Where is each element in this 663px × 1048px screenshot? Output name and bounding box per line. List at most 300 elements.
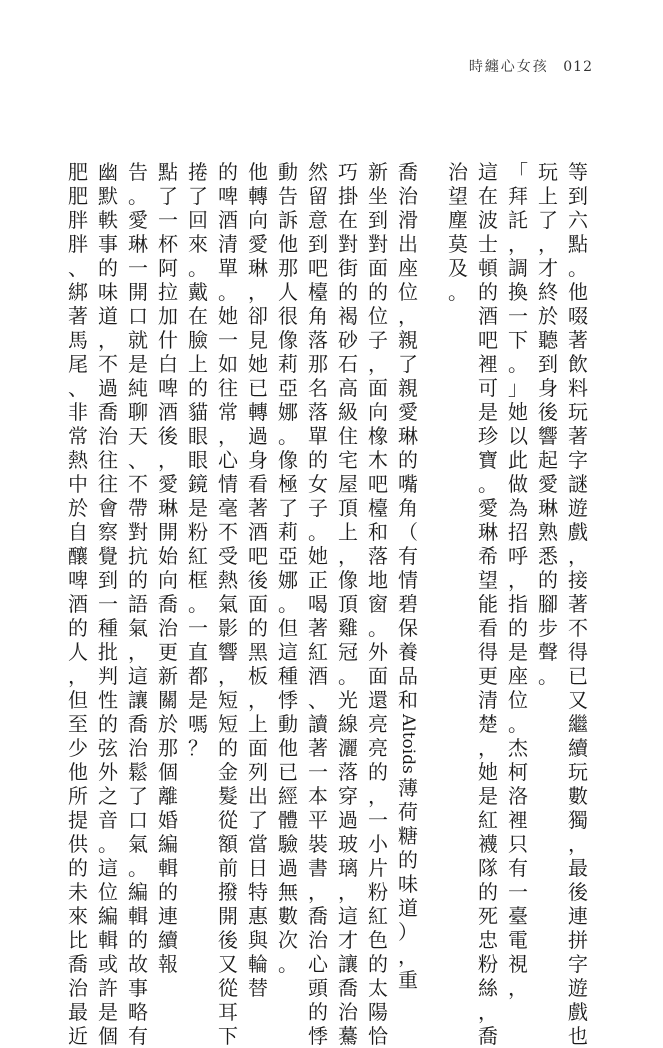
- glyph: 著: [68, 304, 88, 328]
- glyph: 像: [278, 448, 298, 472]
- glyph: 過: [248, 424, 268, 448]
- glyph: 極: [278, 472, 298, 496]
- glyph: 位: [368, 304, 388, 328]
- glyph: 都: [188, 664, 208, 688]
- glyph: 但: [68, 688, 88, 712]
- glyph: ，: [338, 880, 358, 904]
- glyph: 的: [368, 952, 388, 976]
- glyph: 娜: [278, 568, 298, 592]
- glyph: 電: [508, 928, 528, 952]
- glyph: 珍: [478, 424, 498, 448]
- glyph: 酒: [68, 592, 88, 616]
- glyph: 撥: [218, 880, 238, 904]
- glyph: 的: [308, 448, 328, 472]
- glyph: 及: [448, 256, 468, 280]
- book-title: 時纏心女孩: [468, 59, 549, 75]
- glyph: 她: [508, 400, 528, 424]
- glyph: 。: [188, 592, 208, 616]
- glyph: 喬: [308, 904, 328, 928]
- glyph: 拜: [508, 184, 528, 208]
- glyph: 後: [158, 424, 178, 448]
- glyph: 酒: [248, 520, 268, 544]
- glyph: 書: [308, 856, 328, 880]
- glyph: 襪: [478, 832, 498, 856]
- glyph: 的: [538, 568, 558, 592]
- glyph: 繼: [568, 712, 588, 736]
- glyph: 一: [508, 880, 528, 904]
- glyph: 從: [218, 976, 238, 1000]
- glyph: 始: [158, 544, 178, 568]
- glyph: 告: [278, 184, 298, 208]
- glyph: 親: [398, 376, 418, 400]
- glyph: 肥: [68, 160, 88, 184]
- glyph: 掛: [338, 184, 358, 208]
- glyph: 只: [508, 832, 528, 856]
- glyph: ，: [98, 328, 118, 352]
- glyph: 輯: [98, 928, 118, 952]
- glyph: 絲: [478, 976, 498, 1000]
- glyph: 高: [338, 376, 358, 400]
- glyph: 卻: [248, 304, 268, 328]
- glyph: 有: [398, 544, 418, 568]
- glyph: 到: [568, 184, 588, 208]
- glyph: ，: [538, 232, 558, 256]
- glyph: 琳: [128, 232, 148, 256]
- glyph: 短: [218, 712, 238, 736]
- glyph: 愛: [248, 232, 268, 256]
- glyph: 拉: [158, 280, 178, 304]
- glyph: 影: [218, 616, 238, 640]
- glyph: 巧: [338, 160, 358, 184]
- glyph: 一: [368, 808, 388, 832]
- glyph: 耳: [218, 1000, 238, 1024]
- glyph: ，: [568, 544, 588, 568]
- glyph: 上: [188, 352, 208, 376]
- glyph: 本: [308, 784, 328, 808]
- glyph: 續: [568, 736, 588, 760]
- glyph: 弦: [98, 736, 118, 760]
- glyph: 亮: [368, 736, 388, 760]
- glyph: 當: [248, 832, 268, 856]
- glyph: 位: [398, 280, 418, 304]
- glyph: 了: [278, 496, 298, 520]
- glyph: 的: [398, 448, 418, 472]
- glyph: 愛: [398, 400, 418, 424]
- glyph: 馬: [68, 328, 88, 352]
- glyph: 口: [128, 304, 148, 328]
- glyph: 面: [368, 256, 388, 280]
- glyph: 軼: [98, 208, 118, 232]
- glyph: 板: [248, 664, 268, 688]
- text-column: [213, 160, 243, 1048]
- glyph: 能: [478, 592, 498, 616]
- glyph: 事: [128, 976, 148, 1000]
- glyph: 很: [278, 304, 298, 328]
- glyph: 品: [398, 664, 418, 688]
- glyph: 正: [308, 568, 328, 592]
- glyph: 動: [278, 160, 298, 184]
- glyph: 亮: [368, 712, 388, 736]
- glyph: 了: [158, 184, 178, 208]
- glyph: 更: [158, 640, 178, 664]
- glyph: 愛: [538, 472, 558, 496]
- glyph: 呼: [508, 544, 528, 568]
- glyph: 比: [68, 928, 88, 952]
- glyph: 心: [308, 952, 328, 976]
- glyph: 尾: [68, 352, 88, 376]
- glyph: 次: [278, 928, 298, 952]
- glyph: 捲: [188, 160, 208, 184]
- glyph: 往: [218, 376, 238, 400]
- glyph: 位: [98, 880, 118, 904]
- glyph: ，: [68, 664, 88, 688]
- glyph: 已: [248, 376, 268, 400]
- glyph: 心: [218, 448, 238, 472]
- glyph: ，: [568, 832, 588, 856]
- glyph: ，: [478, 1000, 498, 1024]
- glyph: 在: [338, 208, 358, 232]
- glyph: 不: [568, 616, 588, 640]
- glyph: 愛: [128, 208, 148, 232]
- glyph: 。: [278, 592, 298, 616]
- glyph: 性: [98, 688, 118, 712]
- glyph: 驀: [338, 1024, 358, 1048]
- glyph: 開: [158, 520, 178, 544]
- text-column: [303, 160, 333, 1048]
- glyph: 聊: [128, 400, 148, 424]
- glyph: 面: [248, 736, 268, 760]
- glyph: 清: [478, 688, 498, 712]
- glyph: 名: [308, 376, 328, 400]
- glyph: 人: [278, 280, 298, 304]
- glyph: 過: [338, 808, 358, 832]
- glyph: ，: [368, 784, 388, 808]
- glyph: 望: [478, 568, 498, 592]
- glyph: 著: [568, 328, 588, 352]
- glyph: 。: [568, 256, 588, 280]
- glyph: 啤: [218, 184, 238, 208]
- glyph: 的: [368, 280, 388, 304]
- glyph: 熱: [68, 448, 88, 472]
- glyph: 可: [478, 376, 498, 400]
- glyph: 讀: [308, 712, 328, 736]
- glyph: 出: [398, 232, 418, 256]
- glyph: 線: [338, 712, 358, 736]
- glyph: 事: [98, 232, 118, 256]
- glyph: 氣: [128, 616, 148, 640]
- glyph: 下: [218, 1024, 238, 1048]
- glyph: 招: [508, 520, 528, 544]
- glyph: 上: [338, 520, 358, 544]
- glyph: 木: [368, 448, 388, 472]
- glyph: 是: [188, 688, 208, 712]
- glyph: 聽: [538, 328, 558, 352]
- glyph: 悸: [278, 688, 298, 712]
- glyph: 無: [278, 880, 298, 904]
- running-header: [469, 56, 593, 76]
- glyph: 那: [278, 256, 298, 280]
- glyph: 步: [538, 616, 558, 640]
- glyph: 像: [338, 568, 358, 592]
- glyph: 落: [368, 544, 388, 568]
- glyph: 做: [508, 472, 528, 496]
- glyph: 親: [398, 328, 418, 352]
- glyph: 的: [478, 280, 498, 304]
- glyph: 了: [128, 784, 148, 808]
- page-number: 012: [563, 59, 593, 75]
- glyph: 鏡: [188, 472, 208, 496]
- glyph: 喬: [398, 160, 418, 184]
- glyph: 級: [338, 400, 358, 424]
- glyph: 。: [538, 664, 558, 688]
- glyph: 見: [248, 328, 268, 352]
- glyph: 喬: [68, 952, 88, 976]
- glyph: 黑: [248, 640, 268, 664]
- glyph: 到: [368, 208, 388, 232]
- glyph: 的: [218, 736, 238, 760]
- glyph: 得: [478, 640, 498, 664]
- glyph: 點: [568, 232, 588, 256]
- glyph: 隊: [478, 856, 498, 880]
- glyph: ，: [338, 544, 358, 568]
- glyph: 砂: [338, 328, 358, 352]
- glyph: 陽: [368, 1000, 388, 1024]
- glyph: 的: [68, 616, 88, 640]
- glyph: 保: [398, 616, 418, 640]
- glyph: 、: [308, 688, 328, 712]
- glyph: ，: [308, 880, 328, 904]
- glyph: 戲: [568, 520, 588, 544]
- glyph: 的: [398, 847, 418, 872]
- glyph: 純: [128, 376, 148, 400]
- glyph: ，: [128, 640, 148, 664]
- glyph: 寶: [478, 448, 498, 472]
- glyph: 熟: [538, 520, 558, 544]
- glyph: 從: [218, 808, 238, 832]
- glyph: 察: [98, 520, 118, 544]
- glyph: 嘴: [398, 472, 418, 496]
- glyph: 酒: [158, 400, 178, 424]
- glyph: 音: [98, 808, 118, 832]
- glyph: 遊: [568, 976, 588, 1000]
- glyph: 的: [248, 616, 268, 640]
- glyph: 離: [158, 784, 178, 808]
- glyph: 一: [218, 328, 238, 352]
- glyph: 的: [338, 280, 358, 304]
- glyph: 看: [478, 616, 498, 640]
- text-column: [473, 160, 503, 1048]
- glyph: 莉: [278, 520, 298, 544]
- glyph: 連: [158, 904, 178, 928]
- glyph: 體: [278, 808, 298, 832]
- glyph: 住: [338, 424, 358, 448]
- glyph: 的: [308, 1000, 328, 1024]
- glyph: 喬: [478, 1024, 498, 1048]
- glyph: 覺: [98, 544, 118, 568]
- glyph: 吧: [248, 544, 268, 568]
- glyph: ，: [398, 304, 418, 328]
- glyph: 如: [218, 352, 238, 376]
- glyph: ，: [508, 976, 528, 1000]
- text-column: [123, 160, 153, 1048]
- glyph: 希: [478, 544, 498, 568]
- glyph: 治: [338, 1000, 358, 1024]
- glyph: 裡: [508, 808, 528, 832]
- glyph: 一: [188, 616, 208, 640]
- glyph: 才: [338, 928, 358, 952]
- glyph: 的: [128, 928, 148, 952]
- glyph: 紅: [188, 544, 208, 568]
- glyph: 這: [98, 856, 118, 880]
- glyph: 綁: [68, 280, 88, 304]
- glyph: 子: [308, 496, 328, 520]
- glyph: 中: [68, 472, 88, 496]
- glyph: 他: [278, 736, 298, 760]
- glyph: 惠: [248, 904, 268, 928]
- glyph: 璃: [338, 856, 358, 880]
- glyph: 宅: [338, 448, 358, 472]
- glyph: 一: [508, 304, 528, 328]
- glyph: 來: [188, 232, 208, 256]
- glyph: 常: [218, 400, 238, 424]
- glyph: 悸: [308, 1024, 328, 1048]
- glyph: 輯: [158, 856, 178, 880]
- glyph: 得: [568, 640, 588, 664]
- glyph: 會: [98, 496, 118, 520]
- glyph: 的: [478, 880, 498, 904]
- glyph: 士: [478, 232, 498, 256]
- glyph: 滑: [398, 208, 418, 232]
- glyph: 面: [248, 592, 268, 616]
- glyph: 琳: [538, 496, 558, 520]
- glyph: 氣: [218, 592, 238, 616]
- glyph: 治: [448, 160, 468, 184]
- glyph: 口: [128, 808, 148, 832]
- glyph: ，: [248, 688, 268, 712]
- text-column: [443, 160, 473, 880]
- glyph: 橡: [368, 424, 388, 448]
- glyph: 。: [368, 616, 388, 640]
- glyph: 種: [278, 664, 298, 688]
- glyph: 眼: [188, 448, 208, 472]
- glyph: 續: [158, 928, 178, 952]
- glyph: 檯: [308, 280, 328, 304]
- glyph: 告: [128, 160, 148, 184]
- glyph: 意: [308, 208, 328, 232]
- glyph: 頭: [308, 976, 328, 1000]
- glyph: 毫: [218, 496, 238, 520]
- glyph: 字: [568, 448, 588, 472]
- glyph: 個: [158, 760, 178, 784]
- glyph: 。: [128, 184, 148, 208]
- glyph: 喬: [158, 592, 178, 616]
- glyph: 提: [68, 808, 88, 832]
- glyph: 拼: [568, 928, 588, 952]
- glyph: 謎: [568, 472, 588, 496]
- glyph: 外: [98, 760, 118, 784]
- vertical-text-body: [53, 160, 593, 1048]
- glyph: 頂: [338, 592, 358, 616]
- glyph: 波: [478, 208, 498, 232]
- glyph: 面: [368, 664, 388, 688]
- glyph: 來: [68, 904, 88, 928]
- glyph: 她: [308, 544, 328, 568]
- glyph: 灑: [338, 736, 358, 760]
- glyph: 她: [218, 304, 238, 328]
- glyph: 荷: [398, 799, 418, 824]
- glyph: 調: [508, 256, 528, 280]
- glyph: 驗: [278, 832, 298, 856]
- text-column: [393, 160, 423, 992]
- glyph: 著: [248, 496, 268, 520]
- glyph: 。: [278, 952, 298, 976]
- glyph: 接: [568, 568, 588, 592]
- glyph: 但: [278, 616, 298, 640]
- glyph: 街: [338, 256, 358, 280]
- glyph: 此: [508, 448, 528, 472]
- glyph: 胖: [68, 232, 88, 256]
- glyph: 讓: [128, 688, 148, 712]
- glyph: ，: [248, 280, 268, 304]
- glyph: 忠: [478, 928, 498, 952]
- glyph: 個: [98, 1024, 118, 1048]
- glyph: 悉: [538, 544, 558, 568]
- text-column: [563, 160, 593, 1048]
- glyph: 戲: [568, 1000, 588, 1024]
- glyph: 著: [308, 736, 328, 760]
- glyph: 腳: [538, 592, 558, 616]
- glyph: 琳: [158, 496, 178, 520]
- glyph: Altoids: [398, 714, 418, 774]
- glyph: 經: [278, 784, 298, 808]
- glyph: 往: [98, 448, 118, 472]
- glyph: 種: [98, 616, 118, 640]
- glyph: ）: [398, 919, 418, 944]
- glyph: 臺: [508, 904, 528, 928]
- glyph: 開: [128, 280, 148, 304]
- glyph: 裝: [308, 832, 328, 856]
- glyph: 料: [568, 376, 588, 400]
- glyph: 恰: [368, 1024, 388, 1048]
- glyph: 所: [68, 784, 88, 808]
- glyph: 什: [158, 328, 178, 352]
- glyph: 洛: [508, 784, 528, 808]
- glyph: 穿: [338, 784, 358, 808]
- glyph: 一: [308, 760, 328, 784]
- glyph: 前: [218, 856, 238, 880]
- glyph: 、: [128, 448, 148, 472]
- glyph: 的: [98, 256, 118, 280]
- glyph: 終: [538, 280, 558, 304]
- glyph: 頓: [478, 256, 498, 280]
- glyph: 以: [508, 424, 528, 448]
- glyph: ，: [478, 736, 498, 760]
- glyph: 連: [568, 904, 588, 928]
- glyph: 有: [128, 1024, 148, 1048]
- glyph: 楚: [478, 712, 498, 736]
- glyph: 落: [308, 400, 328, 424]
- glyph: 她: [478, 760, 498, 784]
- glyph: 是: [478, 400, 498, 424]
- glyph: 杯: [158, 232, 178, 256]
- glyph: 向: [368, 400, 388, 424]
- glyph: 冠: [338, 640, 358, 664]
- glyph: 向: [158, 568, 178, 592]
- glyph: 故: [128, 952, 148, 976]
- glyph: 那: [308, 352, 328, 376]
- glyph: 玩: [538, 160, 558, 184]
- glyph: 報: [158, 952, 178, 976]
